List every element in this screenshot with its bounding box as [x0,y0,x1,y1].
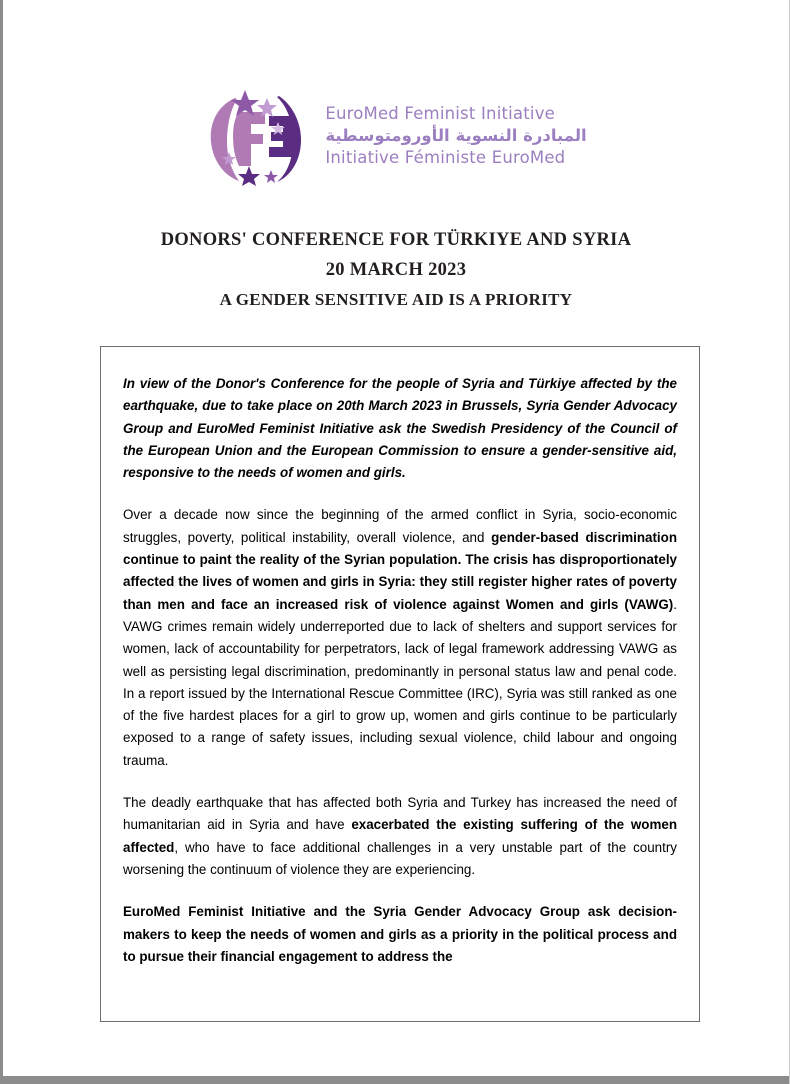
document-title-line-2: 20 MARCH 2023 [325,259,467,280]
paragraph-earthquake [123,792,677,881]
document-sheet [3,0,789,1076]
paragraph-earthquake-bold-1: exacerbated the existing suffering of the women affected [123,817,678,855]
paragraph-context-part-1: Over a decade now since the beginning of the armed conflict in Syria, socio-economic struggles, poverty, political instability, overall violence, and [123,507,677,545]
document-content-box [100,346,700,1022]
logo-line-french: Initiative Féministe EuroMed [325,147,566,167]
page-bottom-bar [3,1076,789,1084]
document-content-inner [101,347,699,968]
paragraph-context [123,504,677,772]
paragraph-earthquake-part-1: The deadly earthquake that has affected both Syria and Turkey has increased the need of humanitarian aid in Syria and have [123,795,677,833]
organization-logo [3,0,789,186]
document-title-block [3,226,789,313]
paragraph-context-bold-1: gender-based discrimination continue to paint the reality of the Syrian population. The crisis has disproportionately affected the lives of women and girls in Syria: they still register higher rates of poverty than men and face an increased risk of violence against Women and girls (VAWG) [123,529,677,612]
paragraph-intro: In view of the Donor's Conference for the people of Syria and Türkiye affected by the earthquake, due to take place on 20th March 2023 in Brussels, Syria Gender Advocacy Group and EuroMed Feminist Initiative ask the Swedish Presidency of the Council of the European Union and the European Commission to ensure a gender-sensitive aid, responsive to the needs of women and girls. [123,376,677,481]
document-title-line-1: DONORS' CONFERENCE FOR TÜRKIYE AND SYRIA [160,230,632,250]
paragraph-ask: EuroMed Feminist Initiative and the Syria Gender Advocacy Group ask decision-makers to keep the needs of women and girls as a priority in the political process and to pursue their financial engagement to address the [123,904,677,964]
logo-line-english: EuroMed Feminist Initiative [325,104,556,124]
logo-text-block [325,103,586,168]
document-title-line-3: A GENDER SENSITIVE AID IS A PRIORITY [219,289,573,309]
paragraph-context-part-2: . VAWG crimes remain widely underreported due to lack of shelters and support services for women, lack of accountability for perpetrators, lack of legal framework addressing VAWG as well as persisting legal discrimination, predominantly in personal status law and penal code. In a report issued by the International Rescue Committee (IRC), Syria was still ranked as one of the five hardest places for a girl to grow up, women and girls continue to be particularly exposed to a range of safety issues, including sexual violence, child labour and ongoing trauma. [123,596,677,768]
euromed-feminist-initiative-logo-mark [205,86,311,186]
logo-line-arabic: المبادرة النسوية الأورومتوسطية [325,126,587,146]
paragraph-earthquake-part-2: , who have to face additional challenges in a very unstable part of the country worsening the continuum of violence they are experiencing. [123,839,677,877]
